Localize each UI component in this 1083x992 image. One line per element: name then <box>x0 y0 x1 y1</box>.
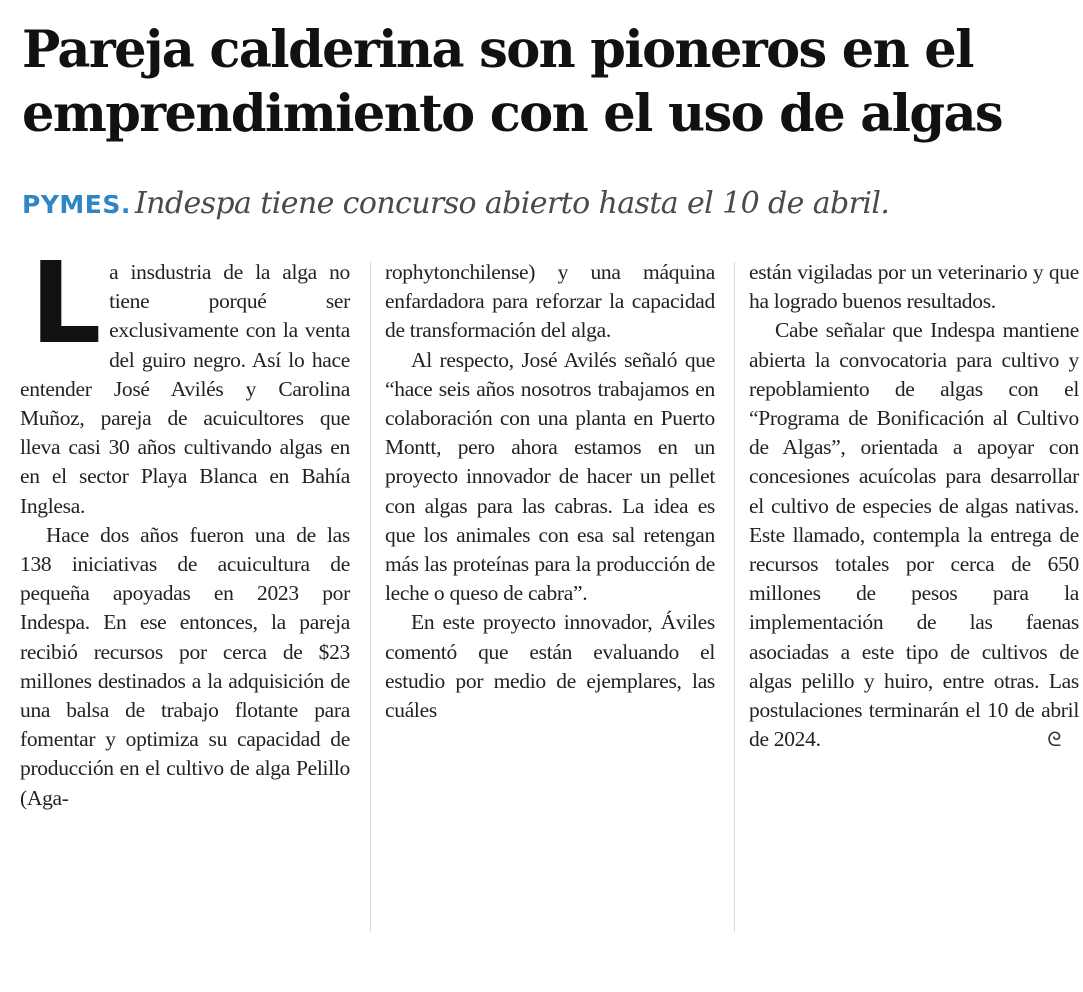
headline <box>22 18 1072 146</box>
article-column-2 <box>385 258 715 725</box>
deck <box>22 186 1072 221</box>
body-paragraph: En este proyecto innovador, Áviles comentó que están evaluando el estudio por medio de ejemplares, las cuáles <box>385 610 715 723</box>
subheadline: Indespa tiene concurso abierto hasta el 10 de abril. <box>134 186 890 221</box>
section-kicker: PYMES. <box>22 190 131 219</box>
body-paragraph: están vigiladas por un veterinario y que ha logrado buenos resultados. <box>749 260 1079 314</box>
paragraph-text: Cabe señalar que Indespa mantiene abierta la convocatoria para cultivo y repoblamiento de algas con el “Programa de Bonificación al Cultivo de Algas”, orientada a apoyar con concesiones acuícolas para desarrollar el cultivo de especies de algas nativas. Este llamado, contempla la entrega de recursos totales por cerca de 650 millones de pesos para la implementación de las faenas asociadas a este tipo de cultivos de algas pelillo y huiro, entre otras. Las postulaciones terminarán el 10 de abril de 2024. <box>749 318 1079 752</box>
body-paragraph <box>749 316 1079 754</box>
body-paragraph: rophytonchilense) y una máquina enfardadora para reforzar la capacidad de transformación del alga. <box>385 260 715 343</box>
headline-line-2: emprendimiento con el uso de algas <box>22 84 1003 144</box>
end-mark-icon: ᘓ <box>1047 727 1061 752</box>
column-rule <box>370 262 371 932</box>
article-column-1 <box>20 239 350 813</box>
drop-cap: L <box>30 239 102 369</box>
article-column-3 <box>749 258 1079 754</box>
paragraph-text: a insdustria de la alga no tiene porqué ser exclusivamente con la venta del guiro negro. Así lo hace entender José Avilés y Carolina Muñoz, pareja de acuicultores que lleva casi 30 años cultivando algas en en el sector Playa Blanca en Bahía Inglesa. <box>20 260 350 518</box>
body-paragraph: Al respecto, José Avilés señaló que “hace seis años nosotros trabajamos en colaboración con una planta en Puerto Montt, pero ahora estamos en un proyecto innovador de hacer un pellet con algas para las cabras. La idea es que los animales con esa sal retengan más las proteínas para la producción de leche o queso de cabra”. <box>385 347 715 606</box>
body-paragraph <box>20 239 350 521</box>
body-paragraph: Hace dos años fueron una de las 138 iniciativas de acuicultura de pequeña apoyadas en 2023 por Indespa. En ese entonces, la pareja recibió recursos por cerca de $23 millones destinados a la adquisición de una balsa de trabajo flotante para fomentar y optimiza su capacidad de producción en el cultivo de alga Pelillo (Aga- <box>20 522 350 810</box>
column-rule <box>734 262 735 932</box>
headline-line-1: Pareja calderina son pioneros en el <box>22 20 973 80</box>
